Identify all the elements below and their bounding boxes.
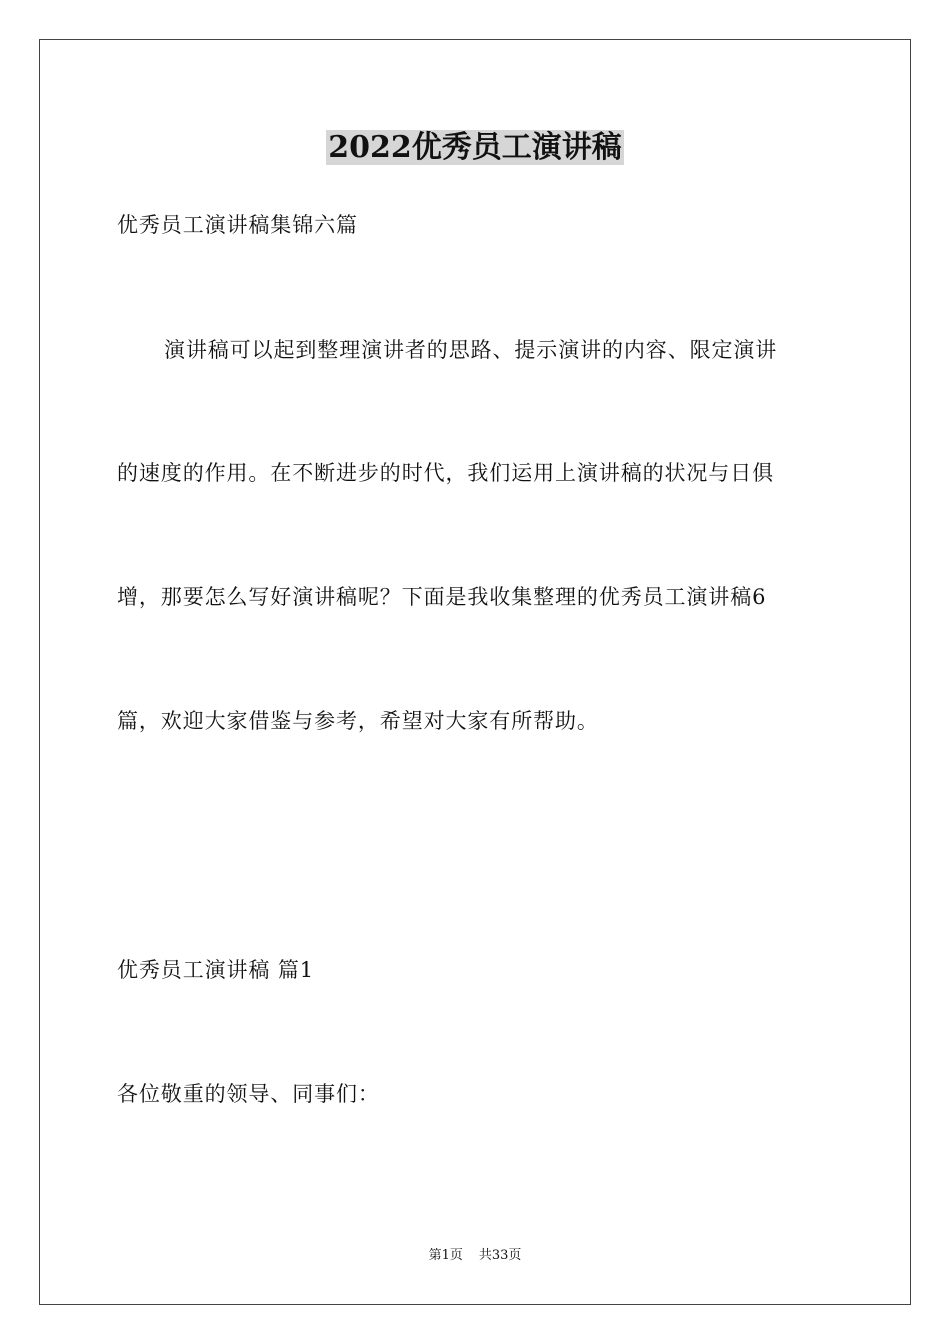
page-footer: [0, 1247, 950, 1265]
section-heading: 优秀员工演讲稿 篇1: [117, 958, 315, 982]
intro-line-2: 的速度的作用。在不断进步的时代，我们运用上演讲稿的状况与日俱: [117, 461, 774, 485]
document-title-text: 2022优秀员工演讲稿: [328, 130, 622, 165]
page-total: 共33页: [478, 1248, 522, 1263]
salutation: 各位敬重的领导、同事们：: [117, 1082, 380, 1106]
document-title: [0, 128, 950, 168]
intro-line-4: 篇，欢迎大家借鉴与参考，希望对大家有所帮助。: [117, 709, 599, 733]
document-subtitle: 优秀员工演讲稿集锦六篇: [117, 213, 358, 237]
intro-line-1: 演讲稿可以起到整理演讲者的思路、提示演讲的内容、限定演讲: [164, 338, 778, 362]
intro-line-3: 增，那要怎么写好演讲稿呢？下面是我收集整理的优秀员工演讲稿6: [117, 585, 767, 609]
page-number: 第1页: [428, 1248, 463, 1263]
